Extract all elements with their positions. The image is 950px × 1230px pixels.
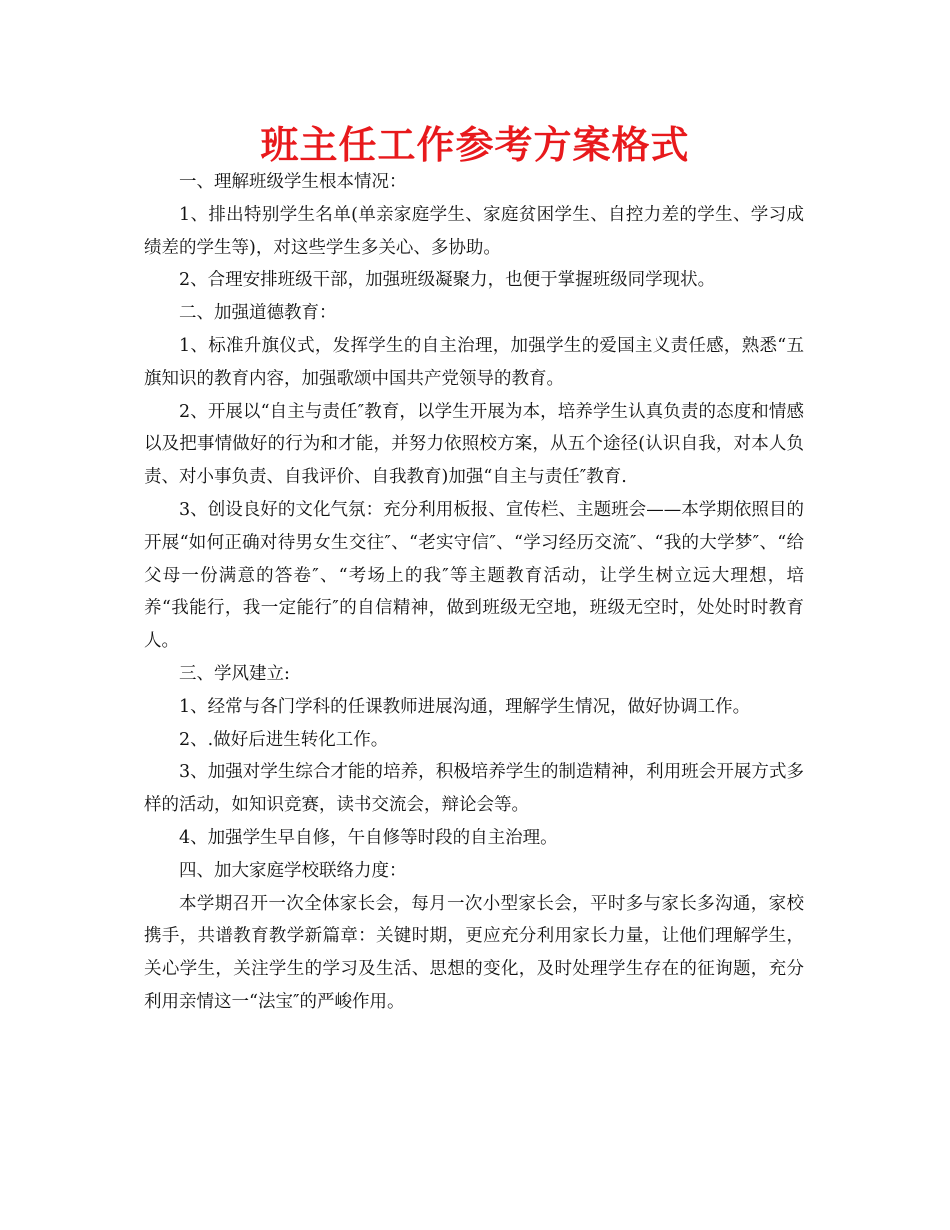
section-heading-3: 三、学风建立:: [179, 663, 290, 684]
paragraph: 3、加强对学生综合才能的培养，积极培养学生的制造精神，利用班会开展方式多样的活动，如知识竞赛，读书交流会，辩论会等。: [144, 762, 804, 816]
paragraph: 2、合理安排班级干部，加强班级凝聚力，也便于掌握班级同学现状。: [179, 270, 716, 291]
section-heading-2: 二、加强道德教育：: [179, 303, 337, 324]
paragraph: 1、经常与各门学科的任课教师进展沟通，理解学生情况，做好协调工作。: [179, 696, 751, 717]
section-heading-4: 四、加大家庭学校联络力度：: [179, 860, 407, 881]
document-body: [144, 166, 804, 1019]
paragraph: 3、创设良好的文化气氛：充分利用板报、宣传栏、主题班会——本学期依照目的开展“如何正确对待男女生交往″、“老实守信″、“学习经历交流″、“我的大学梦″、“给父母一份满意的答卷″、“考场上的我″等主题教育活动，让学生树立远大理想，培养“我能行，我一定能行″的自信精神，做到班级无空地，班级无空时，处处时时教育人。: [144, 499, 804, 652]
paragraph: 4、加强学生早自修，午自修等时段的自主治理。: [179, 827, 558, 848]
paragraph: 本学期召开一次全体家长会，每月一次小型家长会，平时多与家长多沟通，家校携手，共谱教育教学新篇章：关键时期，更应充分利用家长力量，让他们理解学生，关心学生，关注学生的学习及生活、思想的变化，及时处理学生存在的征询题，充分利用亲情这一“法宝″的严峻作用。: [144, 893, 804, 1012]
paragraph: 1、排出特别学生名单(单亲家庭学生、家庭贫困学生、自控力差的学生、学习成绩差的学生等)，对这些学生多关心、多协助。: [144, 204, 804, 258]
document-title: 班主任工作参考方案格式: [260, 123, 690, 167]
paragraph: 2、.做好后进生转化工作。: [179, 729, 389, 750]
paragraph: 1、标准升旗仪式，发挥学生的自主治理，加强学生的爱国主义责任感，熟悉“五旗知识的教育内容，加强歌颂中国共产党领导的教育。: [144, 335, 804, 389]
paragraph: 2、开展以“自主与责任″教育，以学生开展为本，培养学生认真负责的态度和情感以及把事情做好的行为和才能，并努力依照校方案，从五个途径(认识自我，对本人负责、对小事负责、自我评价、自我教育)加强“自主与责任″教育.: [144, 401, 804, 488]
section-heading-1: 一、理解班级学生根本情况：: [179, 172, 407, 192]
